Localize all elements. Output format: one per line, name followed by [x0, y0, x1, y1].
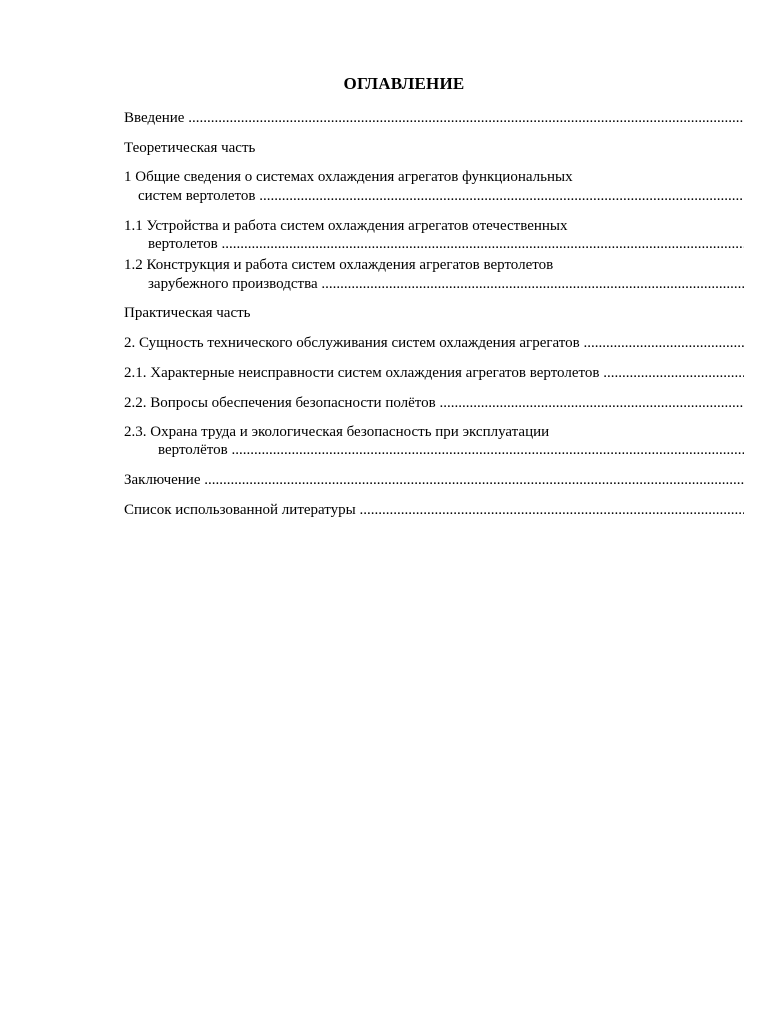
toc-entry-1-1-line1: [124, 217, 744, 235]
toc-entry-text: Заключение: [124, 472, 201, 488]
toc-section-text: Теоретическая часть: [124, 140, 256, 156]
toc-entry-text: вертолётов: [158, 442, 228, 458]
page-title: ОГЛАВЛЕНИЕ: [343, 74, 465, 93]
toc-entry-text: вертолетов: [148, 236, 218, 252]
toc-section-practice: [124, 304, 744, 322]
toc-section-theory: [124, 139, 744, 157]
toc-entry-text: 2.3. Охрана труда и экологическая безопасность при эксплуатации: [124, 424, 550, 440]
toc-section-text: Практическая часть: [124, 305, 251, 321]
toc-entry-introduction: [124, 109, 744, 127]
toc-entry-2: [124, 334, 744, 352]
toc-entry-text: 1.1 Устройства и работа систем охлаждения агрегатов отечественных: [124, 218, 568, 234]
toc-entry-1-2-line1: [124, 256, 744, 274]
toc-entry-text: Введение: [124, 110, 185, 126]
toc-entry-1-line2: [124, 187, 744, 205]
toc-entry-1-line1: [124, 168, 744, 186]
toc-entry-2-1: [124, 364, 744, 382]
toc-entry-1-2-line2: [124, 275, 744, 293]
toc-entry-text: систем вертолетов: [138, 188, 256, 204]
toc-entry-text: 2. Сущность технического обслуживания систем охлаждения агрегатов: [124, 335, 580, 351]
toc-entry-text: Список использованной литературы: [124, 502, 356, 518]
toc-entry-references: [124, 501, 744, 519]
toc-entry-conclusion: [124, 471, 744, 489]
toc-entry-text: зарубежного производства: [148, 276, 318, 292]
toc-entry-1-1-line2: [124, 235, 744, 253]
toc-entry-2-3-line1: [124, 423, 744, 441]
toc-entry-text: 1 Общие сведения о системах охлаждения агрегатов функциональных: [124, 169, 573, 185]
toc-entry-2-3-line2: [124, 441, 744, 459]
toc-entry-text: 2.1. Характерные неисправности систем охлаждения агрегатов вертолетов: [124, 365, 600, 381]
toc-entry-text: 2.2. Вопросы обеспечения безопасности полётов: [124, 395, 436, 411]
toc-entry-text: 1.2 Конструкция и работа систем охлаждения агрегатов вертолетов: [124, 257, 554, 273]
toc-entry-2-2: [124, 394, 744, 412]
